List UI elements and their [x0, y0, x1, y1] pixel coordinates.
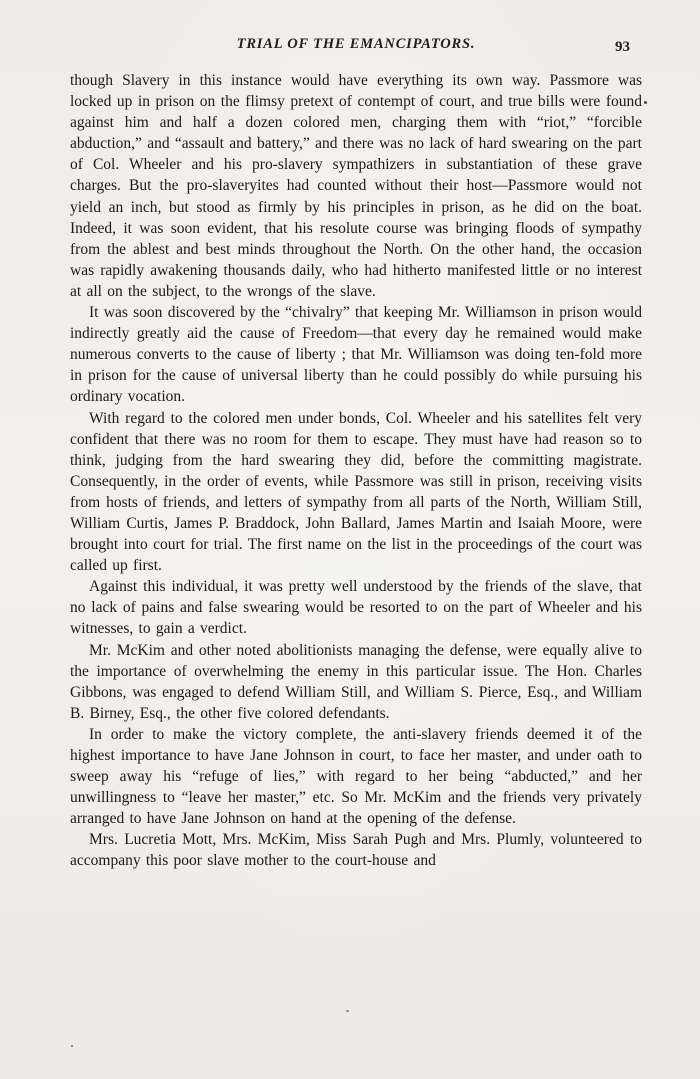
- paragraph: Mrs. Lucretia Mott, Mrs. McKim, Miss Sarah Pugh and Mrs. Plumly, volunteered to accompany this poor slave mother to the court-house and: [70, 831, 642, 870]
- paragraph: though Slavery in this instance would have everything its own way. Passmore was locked up in prison on the flimsy pretext of contempt of court, and true bills were found against him and half a dozen colored men, charging them with “riot,” “forcible abduction,” and “assault and battery,” and there was no lack of hard swearing on the part of Col. Wheeler and his pro-slavery sympathizers in substantiation of these grave charges. But the pro-slaveryites had counted without their host—Passmore would not yield an inch, but stood as firmly by his principles in prison, as he did on the boat. Indeed, it was soon evident, that his resolute course was bringing floods of sympathy from the ablest and best minds throughout the North. On the other hand, the occasion was rapidly awakening thousands daily, who had hitherto manifested little or no interest at all on the subject, to the wrongs of the slave.: [70, 72, 642, 300]
- paragraph: In order to make the victory complete, the anti-slavery friends deemed it of the highest importance to have Jane Johnson in court, to face her master, and under oath to sweep away his “refuge of lies,” with regard to her being “abducted,” and her unwillingness to “leave her master,” etc. So Mr. McKim and the friends very privately arranged to have Jane Johnson on hand at the opening of the defense.: [70, 725, 642, 828]
- scan-speck: [71, 1045, 73, 1047]
- paragraph: It was soon discovered by the “chivalry” that keeping Mr. Williamson in prison would indirectly greatly aid the cause of Freedom—that every day he remained would make numerous converts to the cause of liberty ; that Mr. Williamson was doing ten-fold more in prison for the cause of universal liberty than he could possibly do while pursuing his ordinary vocation.: [70, 304, 642, 406]
- page-body: [70, 70, 642, 872]
- running-head-title: TRIAL OF THE EMANCIPATORS.: [236, 36, 476, 52]
- paragraph: Against this individual, it was pretty well understood by the friends of the slave, that no lack of pains and false swearing would be resorted to on the part of Wheeler and his witnesses, to gain a verdict.: [70, 578, 642, 638]
- page-number: 93: [615, 39, 630, 55]
- page-header: [70, 36, 642, 58]
- paragraph: With regard to the colored men under bonds, Col. Wheeler and his satellites felt very confident that there was no room for them to escape. They must have had reason so to think, judging from the hard swearing they did, before the committing magistrate. Consequently, in the order of events, while Passmore was still in prison, receiving visits from hosts of friends, and letters of sympathy from all parts of the North, William Still, William Curtis, James P. Braddock, John Ballard, James Martin and Isaiah Moore, were brought into court for trial. The first name on the list in the proceedings of the court was called up first.: [70, 409, 642, 575]
- scan-speck: [644, 101, 647, 104]
- scan-speck: [346, 1010, 349, 1012]
- paragraph: Mr. McKim and other noted abolitionists managing the defense, were equally alive to the importance of overwhelming the enemy in this particular issue. The Hon. Charles Gibbons, was engaged to defend William Still, and William S. Pierce, Esq., and William B. Birney, Esq., the other five colored defendants.: [70, 641, 642, 722]
